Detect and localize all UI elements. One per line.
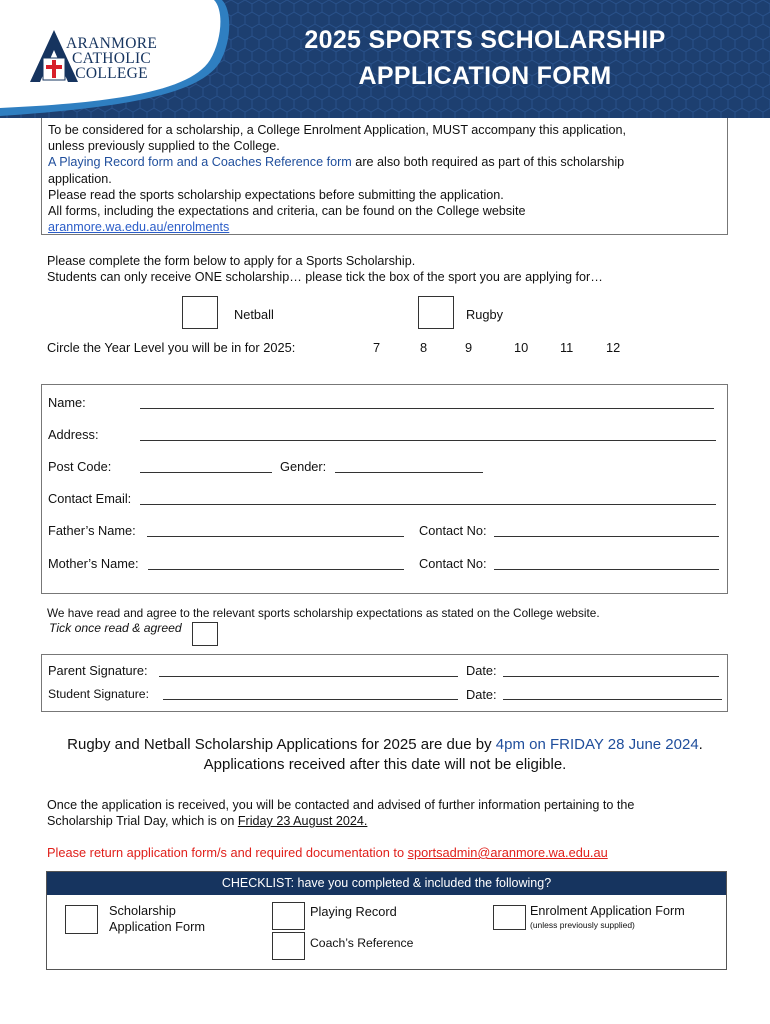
rugby-checkbox[interactable] xyxy=(418,296,454,329)
info-line: To be considered for a scholarship, a College Enrolment Application, MUST accompany this application, xyxy=(48,123,626,137)
year-option[interactable]: 10 xyxy=(514,340,529,355)
checklist-heading: CHECKLIST: have you completed & included the following? xyxy=(47,872,726,895)
name-field[interactable] xyxy=(140,408,714,409)
deadline-eligibility: Applications received after this date will not be eligible. xyxy=(203,756,567,773)
agreement-text: We have read and agree to the relevant sports scholarship expectations as stated on the College website. xyxy=(47,606,600,620)
apply-instructions: Please complete the form below to apply for a Sports Scholarship. Students can only receive ONE scholarship… please tick the box of the sport you are applying for… xyxy=(47,254,603,285)
father-name-field[interactable] xyxy=(147,536,404,537)
info-line: A Playing Record form and a Coaches Reference form are also both required as part of this scholarship xyxy=(48,155,625,170)
trial-day-info: Once the application is received, you will be contacted and advised of further information pertaining to the Scholarship Trial Day, which is on Friday 23 August 2024. xyxy=(47,798,635,829)
page-title: 2025 SPORTS SCHOLARSHIP APPLICATION FORM xyxy=(304,26,666,90)
year-option[interactable]: 11 xyxy=(560,340,574,355)
checklist-coach-reference-label: Coach’s Reference xyxy=(310,936,414,950)
gender-field[interactable] xyxy=(335,472,483,473)
year-level-prompt: Circle the Year Level you will be in for 2025: xyxy=(47,340,296,355)
address-label: Address: xyxy=(48,427,99,442)
year-option[interactable]: 7 xyxy=(373,340,381,355)
checklist-playing-record-checkbox[interactable] xyxy=(272,902,305,930)
father-name-label: Father’s Name: xyxy=(48,523,136,538)
checklist-playing-record-label: Playing Record xyxy=(310,904,397,919)
student-date-label: Date: xyxy=(466,687,497,702)
info-line: All forms, including the expectations and criteria, can be found on the College website xyxy=(48,204,526,219)
parent-date-label: Date: xyxy=(466,663,497,678)
student-signature-label: Student Signature: xyxy=(48,687,149,701)
parent-date-field[interactable] xyxy=(503,676,719,677)
return-email-link[interactable]: sportsadmin@aranmore.wa.edu.au xyxy=(407,845,608,860)
mother-contact-field[interactable] xyxy=(494,569,719,570)
student-details-box xyxy=(41,384,728,594)
college-logo xyxy=(14,22,174,86)
info-line: Please read the sports scholarship expectations before submitting the application. xyxy=(48,187,504,202)
instructions-box xyxy=(41,118,728,235)
website-link[interactable]: aranmore.wa.edu.au/enrolments xyxy=(48,220,230,235)
agreement-tick-label: Tick once read & agreed xyxy=(49,621,182,635)
year-option[interactable]: 8 xyxy=(420,340,428,355)
name-label: Name: xyxy=(48,395,86,410)
parent-signature-field[interactable] xyxy=(159,676,458,677)
mother-name-field[interactable] xyxy=(148,569,404,570)
agreement-checkbox[interactable] xyxy=(192,622,218,646)
return-instructions: Please return application form/s and required documentation to sportsadmin@aranmore.wa.edu.au xyxy=(47,845,608,860)
parent-signature-label: Parent Signature: xyxy=(48,663,148,678)
postcode-field[interactable] xyxy=(140,472,272,473)
student-date-field[interactable] xyxy=(503,699,722,700)
checklist-enrolment-label: Enrolment Application Form xyxy=(530,904,685,918)
postcode-label: Post Code: xyxy=(48,459,112,474)
rugby-label: Rugby xyxy=(466,307,503,322)
student-signature-field[interactable] xyxy=(163,699,458,700)
year-option[interactable]: 12 xyxy=(606,340,621,355)
deadline-notice: Rugby and Netball Scholarship Applications for 2025 are due by 4pm on FRIDAY 28 June 2024. xyxy=(67,736,703,753)
mother-name-label: Mother’s Name: xyxy=(48,556,139,571)
info-line: application. xyxy=(48,171,112,186)
checklist-enrolment-note: (unless previously supplied) xyxy=(530,920,635,930)
mother-contact-label: Contact No: xyxy=(419,556,487,571)
father-contact-label: Contact No: xyxy=(419,523,487,538)
father-contact-field[interactable] xyxy=(494,536,719,537)
email-field[interactable] xyxy=(140,504,716,505)
checklist-enrolment-checkbox[interactable] xyxy=(493,905,526,930)
checklist-coach-reference-checkbox[interactable] xyxy=(272,932,305,960)
logo-wordmark: ARANMORE CATHOLIC COLLEGE xyxy=(66,35,158,82)
gender-label: Gender: xyxy=(280,459,327,474)
address-field[interactable] xyxy=(140,440,716,441)
checklist-box xyxy=(46,871,727,970)
email-label: Contact Email: xyxy=(48,491,132,506)
netball-label: Netball xyxy=(234,307,274,322)
netball-checkbox[interactable] xyxy=(182,296,218,329)
checklist-scholarship-checkbox[interactable] xyxy=(65,905,98,934)
info-line: unless previously supplied to the College. xyxy=(48,139,280,154)
year-option[interactable]: 9 xyxy=(465,340,473,355)
checklist-scholarship-label: Scholarship Application Form xyxy=(109,903,206,934)
